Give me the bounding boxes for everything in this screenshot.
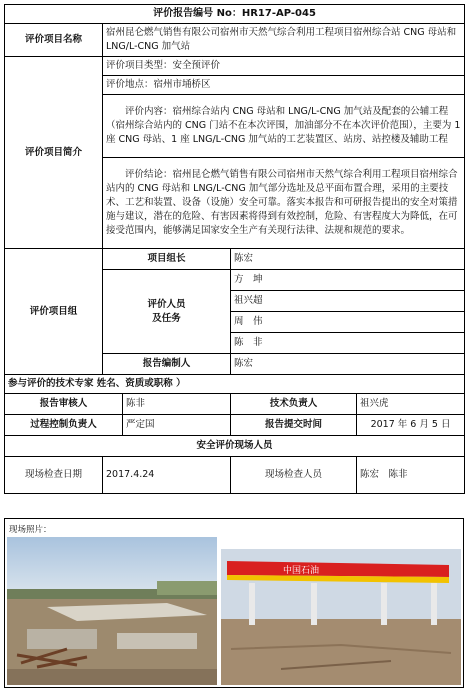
evaluation-info-table <box>4 4 465 494</box>
project-team-label: 评价项目组 <box>5 249 103 375</box>
report-number-title: 评价报告编号 No：HR17-AP-045 <box>5 5 465 24</box>
submit-time-label: 报告提交时间 <box>231 415 357 436</box>
evaluation-content: 评价内容：宿州综合站内 CNG 母站和 LNG/L-CNG 加气站及配套的公辅工程（宿州综合站内的 CNG 门站不在本次评围，加油部分不在本次评价范围），主要为 1 座 CNG 母站、1 座 LNG/L-CNG 加气站的工艺装置区、站房、站控楼及辅助工程 <box>103 95 465 158</box>
site-photo-gas-station <box>221 549 461 685</box>
project-name-value: 宿州昆仑燃气销售有限公司宿州市天然气综合利用工程项目宿州综合站 CNG 母站和 LNG/L-CNG 加气站 <box>103 24 465 57</box>
project-location: 评价地点：宿州市埇桥区 <box>103 76 465 95</box>
process-control-label: 过程控制负责人 <box>5 415 123 436</box>
onsite-staff-header: 安全评价现场人员 <box>5 436 465 457</box>
member-name: 周 伟 <box>231 312 465 333</box>
check-staff-label: 现场检查人员 <box>231 457 357 494</box>
experts-label: 参与评价的技术专家 姓名、资质或职称 ） <box>5 375 465 394</box>
process-control-name: 严定国 <box>123 415 231 436</box>
site-photos-label: 现场照片： <box>9 525 52 535</box>
project-intro-label: 评价项目简介 <box>5 57 103 249</box>
evaluation-conclusion: 评价结论：宿州昆仑燃气销售有限公司宿州市天然气综合利用工程项目宿州综合站内的 CNG 母站和 LNG/L-CNG 加气部分选址及总平面布置合理，采用的主要技术、工艺和装置、设备（设施）安全可靠。落实本报告和可研报告提出的安全对策措施与建议，潜在的危险、有害因素将得到有效控制，危险、有害程度大为降低，在可接受范围内，能够满足国家安全生产有关现行法律、法规和规范的要求。 <box>103 158 465 249</box>
site-photos-box <box>4 518 464 688</box>
check-date-label: 现场检查日期 <box>5 457 103 494</box>
report-page <box>4 4 464 494</box>
tech-lead-label: 技术负责人 <box>231 394 357 415</box>
leader-label: 项目组长 <box>103 249 231 270</box>
submit-date: 2017 年 6 月 5 日 <box>357 415 465 436</box>
project-type: 评价项目类型：安全预评价 <box>103 57 465 76</box>
site-photo-construction <box>7 537 217 685</box>
compiler-label: 报告编制人 <box>103 354 231 375</box>
leader-name: 陈宏 <box>231 249 465 270</box>
reviewer-label: 报告审核人 <box>5 394 123 415</box>
member-name: 陈 非 <box>231 333 465 354</box>
members-label: 评价人员 及任务 <box>103 270 231 354</box>
check-date-value: 2017.4.24 <box>103 457 231 494</box>
gas-station-sign: 中国石油 <box>283 566 320 576</box>
project-name-label: 评价项目名称 <box>5 24 103 57</box>
tech-lead-name: 祖兴虎 <box>357 394 465 415</box>
compiler-name: 陈宏 <box>231 354 465 375</box>
member-name: 方 坤 <box>231 270 465 291</box>
check-staff-value: 陈宏 陈非 <box>357 457 465 494</box>
member-name: 祖兴超 <box>231 291 465 312</box>
reviewer-name: 陈非 <box>123 394 231 415</box>
